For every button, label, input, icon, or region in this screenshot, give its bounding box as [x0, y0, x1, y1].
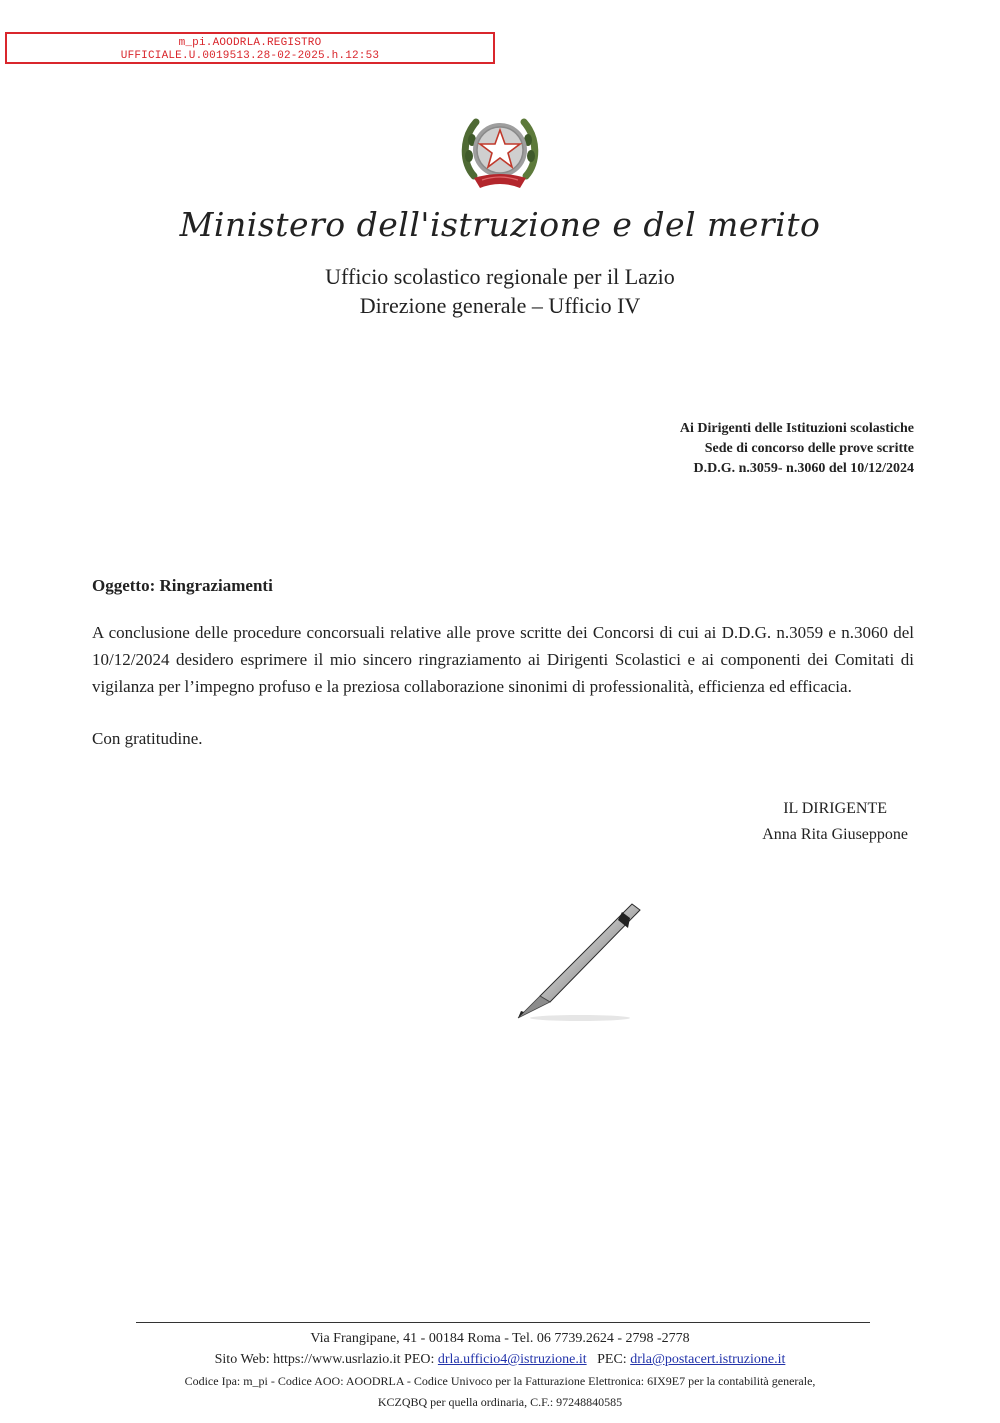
footer-address: Via Frangipane, 41 - 00184 Roma - Tel. 06 7739.2624 - 2798 -2778	[310, 1331, 690, 1346]
protocol-stamp	[5, 32, 495, 64]
italian-republic-emblem-icon	[460, 108, 540, 194]
protocol-stamp-line1: m_pi.AOODRLA.REGISTRO	[178, 37, 322, 49]
protocol-stamp-line2: UFFICIALE.U.0019513.28-02-2025.h.12:53	[120, 50, 380, 62]
footer	[0, 1329, 1000, 1413]
signature-block	[762, 796, 908, 848]
pen-icon	[510, 898, 645, 1023]
ministry-heading: Ministero dell'istruzione e del merito	[179, 205, 821, 244]
pec-email-link[interactable]: drla@postacert.istruzione.it	[630, 1352, 786, 1367]
footer-codes-2: KCZQBQ per quella ordinaria, C.F.: 97248840585	[377, 1395, 623, 1409]
recipients-block	[680, 419, 914, 479]
signature-name: Anna Rita Giuseppone	[762, 826, 908, 843]
recipient-line: Ai Dirigenti delle Istituzioni scolastiche	[679, 421, 914, 436]
peo-email-link[interactable]: drla.ufficio4@istruzione.it	[437, 1352, 587, 1367]
footer-site-label: Sito Web: https://www.usrlazio.it PEO:	[214, 1352, 435, 1367]
office-line-2: Direzione generale – Ufficio IV	[359, 293, 641, 318]
body-paragraph: A conclusione delle procedure concorsuali relative alle prove scritte dei Concorsi di cui ai D.D.G. n.3059 e n.3060 del 10/12/2024 desidero esprimere il mio sincero ringraziamento ai Dirigenti Scolastici e ai componenti dei Comitati di vigilanza per l’impegno profuso e la preziosa collaborazione sinonimi di professionalità, efficienza ed efficacia.	[92, 623, 914, 696]
recipient-line: D.D.G. n.3059- n.3060 del 10/12/2024	[693, 461, 914, 476]
closing-line: Con gratitudine.	[92, 729, 203, 748]
footer-divider	[136, 1322, 870, 1323]
signature-role: IL DIRIGENTE	[783, 800, 888, 817]
footer-pec-label: PEC:	[597, 1352, 627, 1367]
subject-line: Oggetto: Ringraziamenti	[92, 576, 273, 595]
footer-codes-1: Codice Ipa: m_pi - Codice AOO: AOODRLA - Codice Univoco per la Fatturazione Elettronica: 6IX9E7 per la contabilità generale,	[184, 1374, 816, 1388]
office-line-1: Ufficio scolastico regionale per il Lazio	[325, 264, 675, 289]
letter-body	[92, 619, 914, 700]
recipient-line: Sede di concorso delle prove scritte	[704, 441, 914, 456]
footer-contacts	[0, 1349, 1000, 1371]
office-heading	[0, 262, 1000, 320]
